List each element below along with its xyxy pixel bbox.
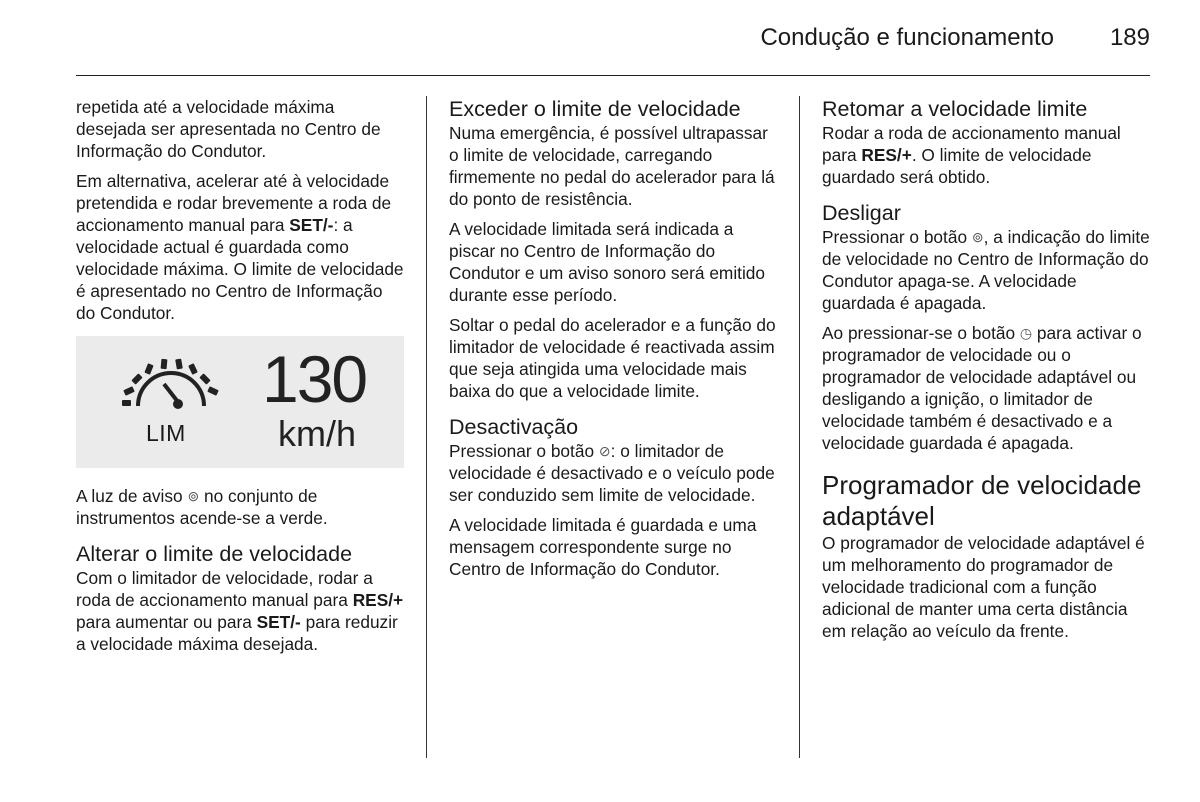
text-run: para activar o programador de velocidade ou o programador de velocidade adaptável ou desligando a ignição, o limitador de velocidade também é desactivado e a velocidade guardada é apagada. [822, 323, 1142, 453]
cruise-control-icon: ◷ [1019, 325, 1033, 341]
paragraph [76, 170, 406, 324]
control-label: RES/+ [861, 145, 912, 165]
column-1 [76, 96, 406, 663]
text-run: Pressionar o botão [449, 441, 599, 461]
section-heading: Alterar o limite de velocidade [76, 542, 353, 566]
section-heading: Exceder o limite de velocidade [449, 97, 741, 121]
text-run: Em alternativa, acelerar até à velocidade pretendida e rodar brevemente a roda de accionamento manual para [76, 171, 392, 235]
control-label: RES/+ [352, 590, 404, 610]
section-heading: Desligar [822, 201, 901, 225]
paragraph [76, 567, 406, 655]
paragraph: Numa emergência, é possível ultrapassar o limite de velocidade, carregando firmemente no pedal do acelerador para lá do ponto de resistência. [449, 123, 775, 209]
speed-limiter-display-figure [76, 336, 404, 468]
paragraph: A velocidade limitada será indicada a piscar no Centro de Informação do Condutor e um aviso sonoro será emitido durante esse período. [449, 219, 766, 305]
control-label: SET/- [256, 612, 301, 632]
text-run: Pressionar o botão [822, 227, 972, 247]
text-run: . O limite de velocidade guardado será obtido. [822, 145, 1092, 187]
text-run: A luz de aviso [76, 486, 188, 506]
column-2 [449, 96, 779, 588]
section-heading: Retomar a velocidade limite [822, 97, 1088, 121]
text-run: para reduzir a velocidade máxima desejada. [76, 612, 398, 654]
page-number: 189 [1109, 24, 1150, 51]
text-run: Com o limitador de velocidade, rodar a roda de accionamento manual para [76, 568, 373, 610]
text-run: , a indicação do limite de velocidade no Centro de Informação do Condutor apaga-se. A velocidade guardada é apagada. [822, 227, 1150, 313]
paragraph [76, 485, 406, 529]
paragraph [822, 322, 1152, 454]
header-title: Condução e funcionamento [760, 24, 1054, 51]
paragraph [822, 122, 1152, 188]
paragraph [449, 440, 779, 506]
paragraph: A velocidade limitada é guardada e uma mensagem correspondente surge no Centro de Informação do Condutor. [449, 515, 757, 579]
header-divider [76, 75, 1150, 76]
column-divider-1 [426, 96, 427, 758]
text-run: Rodar a roda de accionamento manual para [822, 123, 1121, 165]
speed-value: 130 [262, 342, 367, 416]
speed-limiter-icon: ⊚ [971, 229, 984, 245]
text-run: : o limitador de velocidade é desactivado e o veículo pode ser conduzido sem limite de velocidade. [449, 441, 775, 505]
text-run: para aumentar ou para [76, 612, 257, 632]
lim-label: LIM [146, 420, 186, 446]
text-run: : a velocidade actual é guardada como velocidade máxima. O limite de velocidade é apresentado no Centro de Informação do Condutor. [76, 215, 404, 323]
paragraph: O programador de velocidade adaptável é um melhoramento do programador de velocidade tradicional com a função adicional de manter uma certa distância em relação ao veículo da frente. [822, 533, 1145, 641]
column-3 [822, 96, 1152, 650]
paragraph: Soltar o pedal do acelerador e a função do limitador de velocidade é reactivada assim que seja atingida uma velocidade mais baixa do que a velocidade limite. [449, 315, 776, 401]
speedometer-icon [116, 354, 228, 416]
column-divider-2 [799, 96, 800, 758]
section-heading: Desactivação [449, 415, 579, 439]
paragraph [822, 226, 1152, 314]
speed-unit: km/h [278, 413, 357, 454]
paragraph: repetida até a velocidade máxima desejada ser apresentada no Centro de Informação do Condutor. [76, 97, 381, 161]
text-run: Ao pressionar-se o botão [822, 323, 1020, 343]
speed-limiter-icon: ⊚ [187, 488, 200, 504]
text-run: no conjunto de instrumentos acende-se a verde. [76, 486, 328, 528]
chapter-heading: Programador de velocidade adaptável [822, 470, 1142, 531]
speed-limiter-off-icon: ⊘ [598, 443, 611, 459]
control-label: SET/- [289, 215, 334, 235]
